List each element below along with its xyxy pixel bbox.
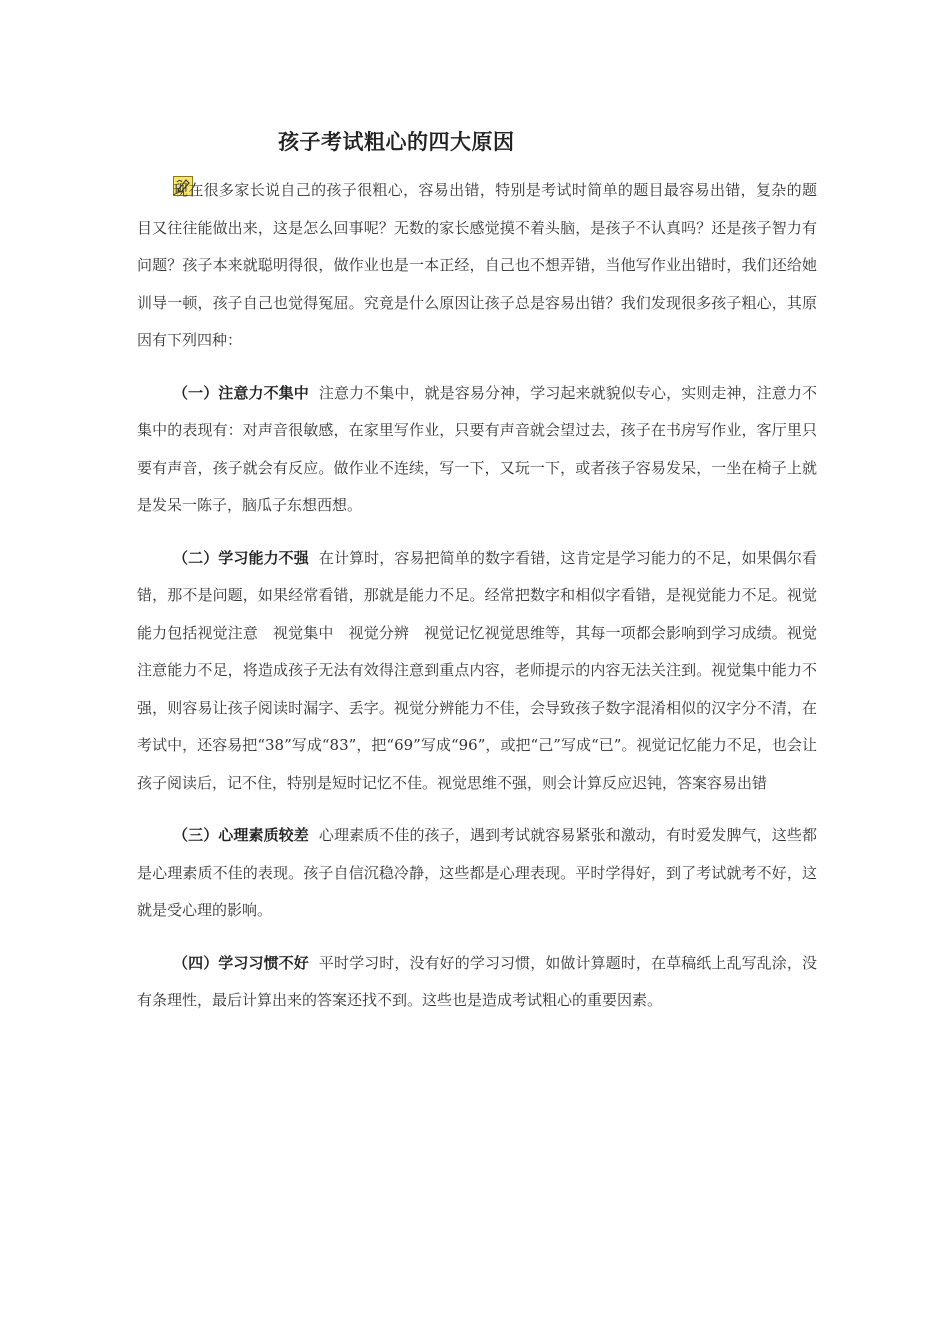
section-heading: （一）注意力不集中 xyxy=(173,383,309,402)
intro-text: 现在很多家长说自己的孩子很粗心，容易出错，特别是考试时简单的题目最容易出错，复杂的题目又往往能做出来，这是怎么回事呢？无数的家长感觉摸不着头脑，是孩子不认真吗？还是孩子智力有问题？孩子本来就聪明得很，做作业也是一本正经，自己也不想弄错，当他写作业出错时，我们还给她训导一顿，孩子自己也觉得冤屈。究竟是什么原因让孩子总是容易出错？我们发现很多孩子粗心，其原因有下列四种： xyxy=(137,181,817,349)
section-body: 注意力不集中，就是容易分神，学习起来就貌似专心，实则走神，注意力不集中的表现有：对声音很敏感，在家里写作业，只要有声音就会望过去，孩子在书房写作业，客厅里只要有声音，孩子就会有反应。做作业不连续，写一下，又玩一下，或者孩子容易发呆，一坐在椅子上就是发呆一陈子，脑瓜子东想西想。 xyxy=(137,383,817,514)
section-heading: （二）学习能力不强 xyxy=(173,548,309,567)
section-4 xyxy=(137,945,817,1020)
section-1 xyxy=(137,375,817,525)
intro-paragraph xyxy=(137,172,817,360)
section-3 xyxy=(137,817,817,930)
section-2 xyxy=(137,540,817,803)
document-body xyxy=(137,172,817,1020)
section-body: 在计算时，容易把简单的数字看错，这肯定是学习能力的不足，如果偶尔看错，那不是问题，如果经常看错，那就是能力不足。经常把数字和相似字看错，是视觉能力不足。视觉能力包括视觉注意 视觉集中 视觉分辨 视觉记忆视觉思维等，其每一项都会影响到学习成绩。视觉注意能力不足，将造成孩子无法有效得注意到重点内容，老师提示的内容无法关注到。视觉集中能力不强，则容易让孩子阅读时漏字、丢字。视觉分辨能力不佳，会导致孩子数字混淆相似的汉字分不清，在考试中，还容易把“38”写成“83”，把“69”写成“96”，或把“己”写成“已”。视觉记忆能力不足，也会让孩子阅读后，记不住，特别是短时记忆不佳。视觉思维不强，则会计算反应迟钝，答案容易出错 xyxy=(137,548,817,792)
section-heading: （三）心理素质较差 xyxy=(173,826,309,844)
section-body: 平时学习时，没有好的学习习惯，如做计算题时，在草稿纸上乱写乱涂，没有条理性，最后计算出来的答案还找不到。这些也是造成考试粗心的重要因素。 xyxy=(137,953,817,1009)
page-title: 孩子考试粗心的四大原因 xyxy=(278,130,515,154)
section-body: 心理素质不佳的孩子，遇到考试就容易紧张和激动，有时爱发脾气，这些都是心理素质不佳的表现。孩子自信沉稳冷静，这些都是心理表现。平时学得好，到了考试就考不好，这就是受心理的影响。 xyxy=(137,826,817,919)
section-heading: （四）学习习惯不好 xyxy=(173,953,309,972)
